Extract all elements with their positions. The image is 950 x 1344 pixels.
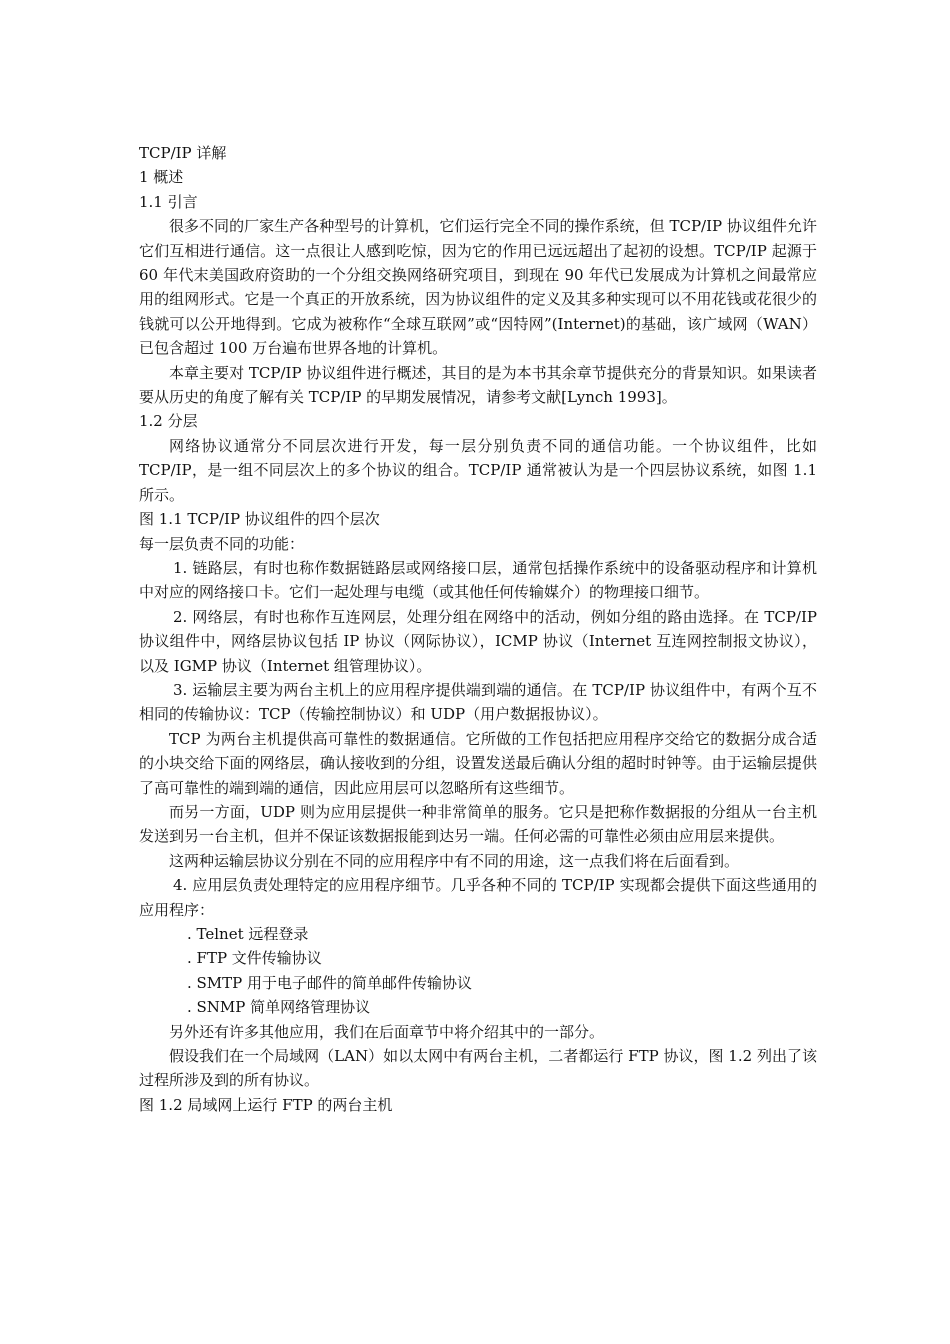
- section-heading-1-1: 1.1 引言: [139, 192, 198, 211]
- document-body: [139, 141, 817, 1117]
- document-title: TCP/IP 详解: [139, 144, 227, 162]
- paragraph-transport-uses: 这两种运输层协议分别在不同的应用程序中有不同的用途，这一点我们将在后面看到。: [169, 851, 740, 870]
- list-item-link-layer: 1. 链路层，有时也称作数据链路层或网络接口层，通常包括操作系统中的设备驱动程序和计算机中对应的网络接口卡。它们一起处理与电缆（或其他任何传输媒介）的物理接口细节。: [139, 558, 817, 602]
- paragraph-intro-1: 很多不同的厂家生产各种型号的计算机，它们运行完全不同的操作系统，但 TCP/IP 协议组件允许它们互相进行通信。这一点很让人感到吃惊，因为它的作用已远远超出了起初的设想。TCP/IP 起源于 60 年代末美国政府资助的一个分组交换网络研究项目，到现在 90 年代已发展成为计算机之间最常应用的组网形式。它是一个真正的开放系统，因为协议组件的定义及其多种实现可以不用花钱或花很少的钱就可以公开地得到。它成为被称作“全球互联网”或“因特网”(Internet)的基础，该广域网（WAN）已包含超过 100 万台遍布世界各地的计算机。: [139, 217, 817, 358]
- paragraph-other-apps: 另外还有许多其他应用，我们在后面章节中将介绍其中的一部分。: [169, 1022, 605, 1041]
- paragraph-tcp: TCP 为两台主机提供高可靠性的数据通信。它所做的工作包括把应用程序交给它的数据分成合适的小块交给下面的网络层，确认接收到的分组，设置发送最后确认分组的超时时钟等。由于运输层提供了高可靠性的端到端的通信，因此应用层可以忽略所有这些细节。: [139, 729, 817, 797]
- paragraph-lan-example: 假设我们在一个局域网（LAN）如以太网中有两台主机，二者都运行 FTP 协议，图 1.2 列出了该过程所涉及到的所有协议。: [139, 1047, 817, 1090]
- paragraph-intro-2: 本章主要对 TCP/IP 协议组件进行概述，其目的是为本书其余章节提供充分的背景知识。如果读者要从历史的角度了解有关 TCP/IP 的早期发展情况，请参考文献[Lynch 1993]。: [139, 363, 817, 407]
- chapter-heading: 1 概述: [139, 168, 184, 187]
- bullet-telnet: . Telnet 远程登录: [187, 925, 309, 943]
- figure-caption-1-2: 图 1.2 局域网上运行 FTP 的两台主机: [139, 1095, 393, 1114]
- paragraph-udp: 而另一方面，UDP 则为应用层提供一种非常简单的服务。它只是把称作数据报的分组从一台主机发送到另一台主机，但并不保证该数据报能到达另一端。任何必需的可靠性必须由应用层来提供。: [139, 802, 817, 846]
- section-heading-1-2: 1.2 分层: [139, 412, 198, 431]
- paragraph-layering: 网络协议通常分不同层次进行开发，每一层分别负责不同的通信功能。一个协议组件，比如 TCP/IP，是一组不同层次上的多个协议的组合。TCP/IP 通常被认为是一个四层协议系统，如图 1.1 所示。: [139, 436, 817, 504]
- bullet-smtp: . SMTP 用于电子邮件的简单邮件传输协议: [187, 973, 473, 992]
- bullet-ftp: . FTP 文件传输协议: [187, 949, 322, 968]
- bullet-snmp: . SNMP 简单网络管理协议: [187, 998, 371, 1017]
- figure-caption-1-1: 图 1.1 TCP/IP 协议组件的四个层次: [139, 510, 380, 529]
- list-item-network-layer: 2. 网络层，有时也称作互连网层，处理分组在网络中的活动，例如分组的路由选择。在 TCP/IP 协议组件中，网络层协议包括 IP 协议（网际协议），ICMP 协议（Internet 互连网控制报文协议），以及 IGMP 协议（Internet 组管理协议）。: [139, 607, 817, 675]
- list-item-transport-layer: 3. 运输层主要为两台主机上的应用程序提供端到端的通信。在 TCP/IP 协议组件中，有两个互不相同的传输协议：TCP（传输控制协议）和 UDP（用户数据报协议）。: [139, 680, 817, 724]
- paragraph-layer-functions: 每一层负责不同的功能：: [139, 534, 305, 553]
- list-item-application-layer: 4. 应用层负责处理特定的应用程序细节。几乎各种不同的 TCP/IP 实现都会提供下面这些通用的应用程序：: [139, 876, 817, 919]
